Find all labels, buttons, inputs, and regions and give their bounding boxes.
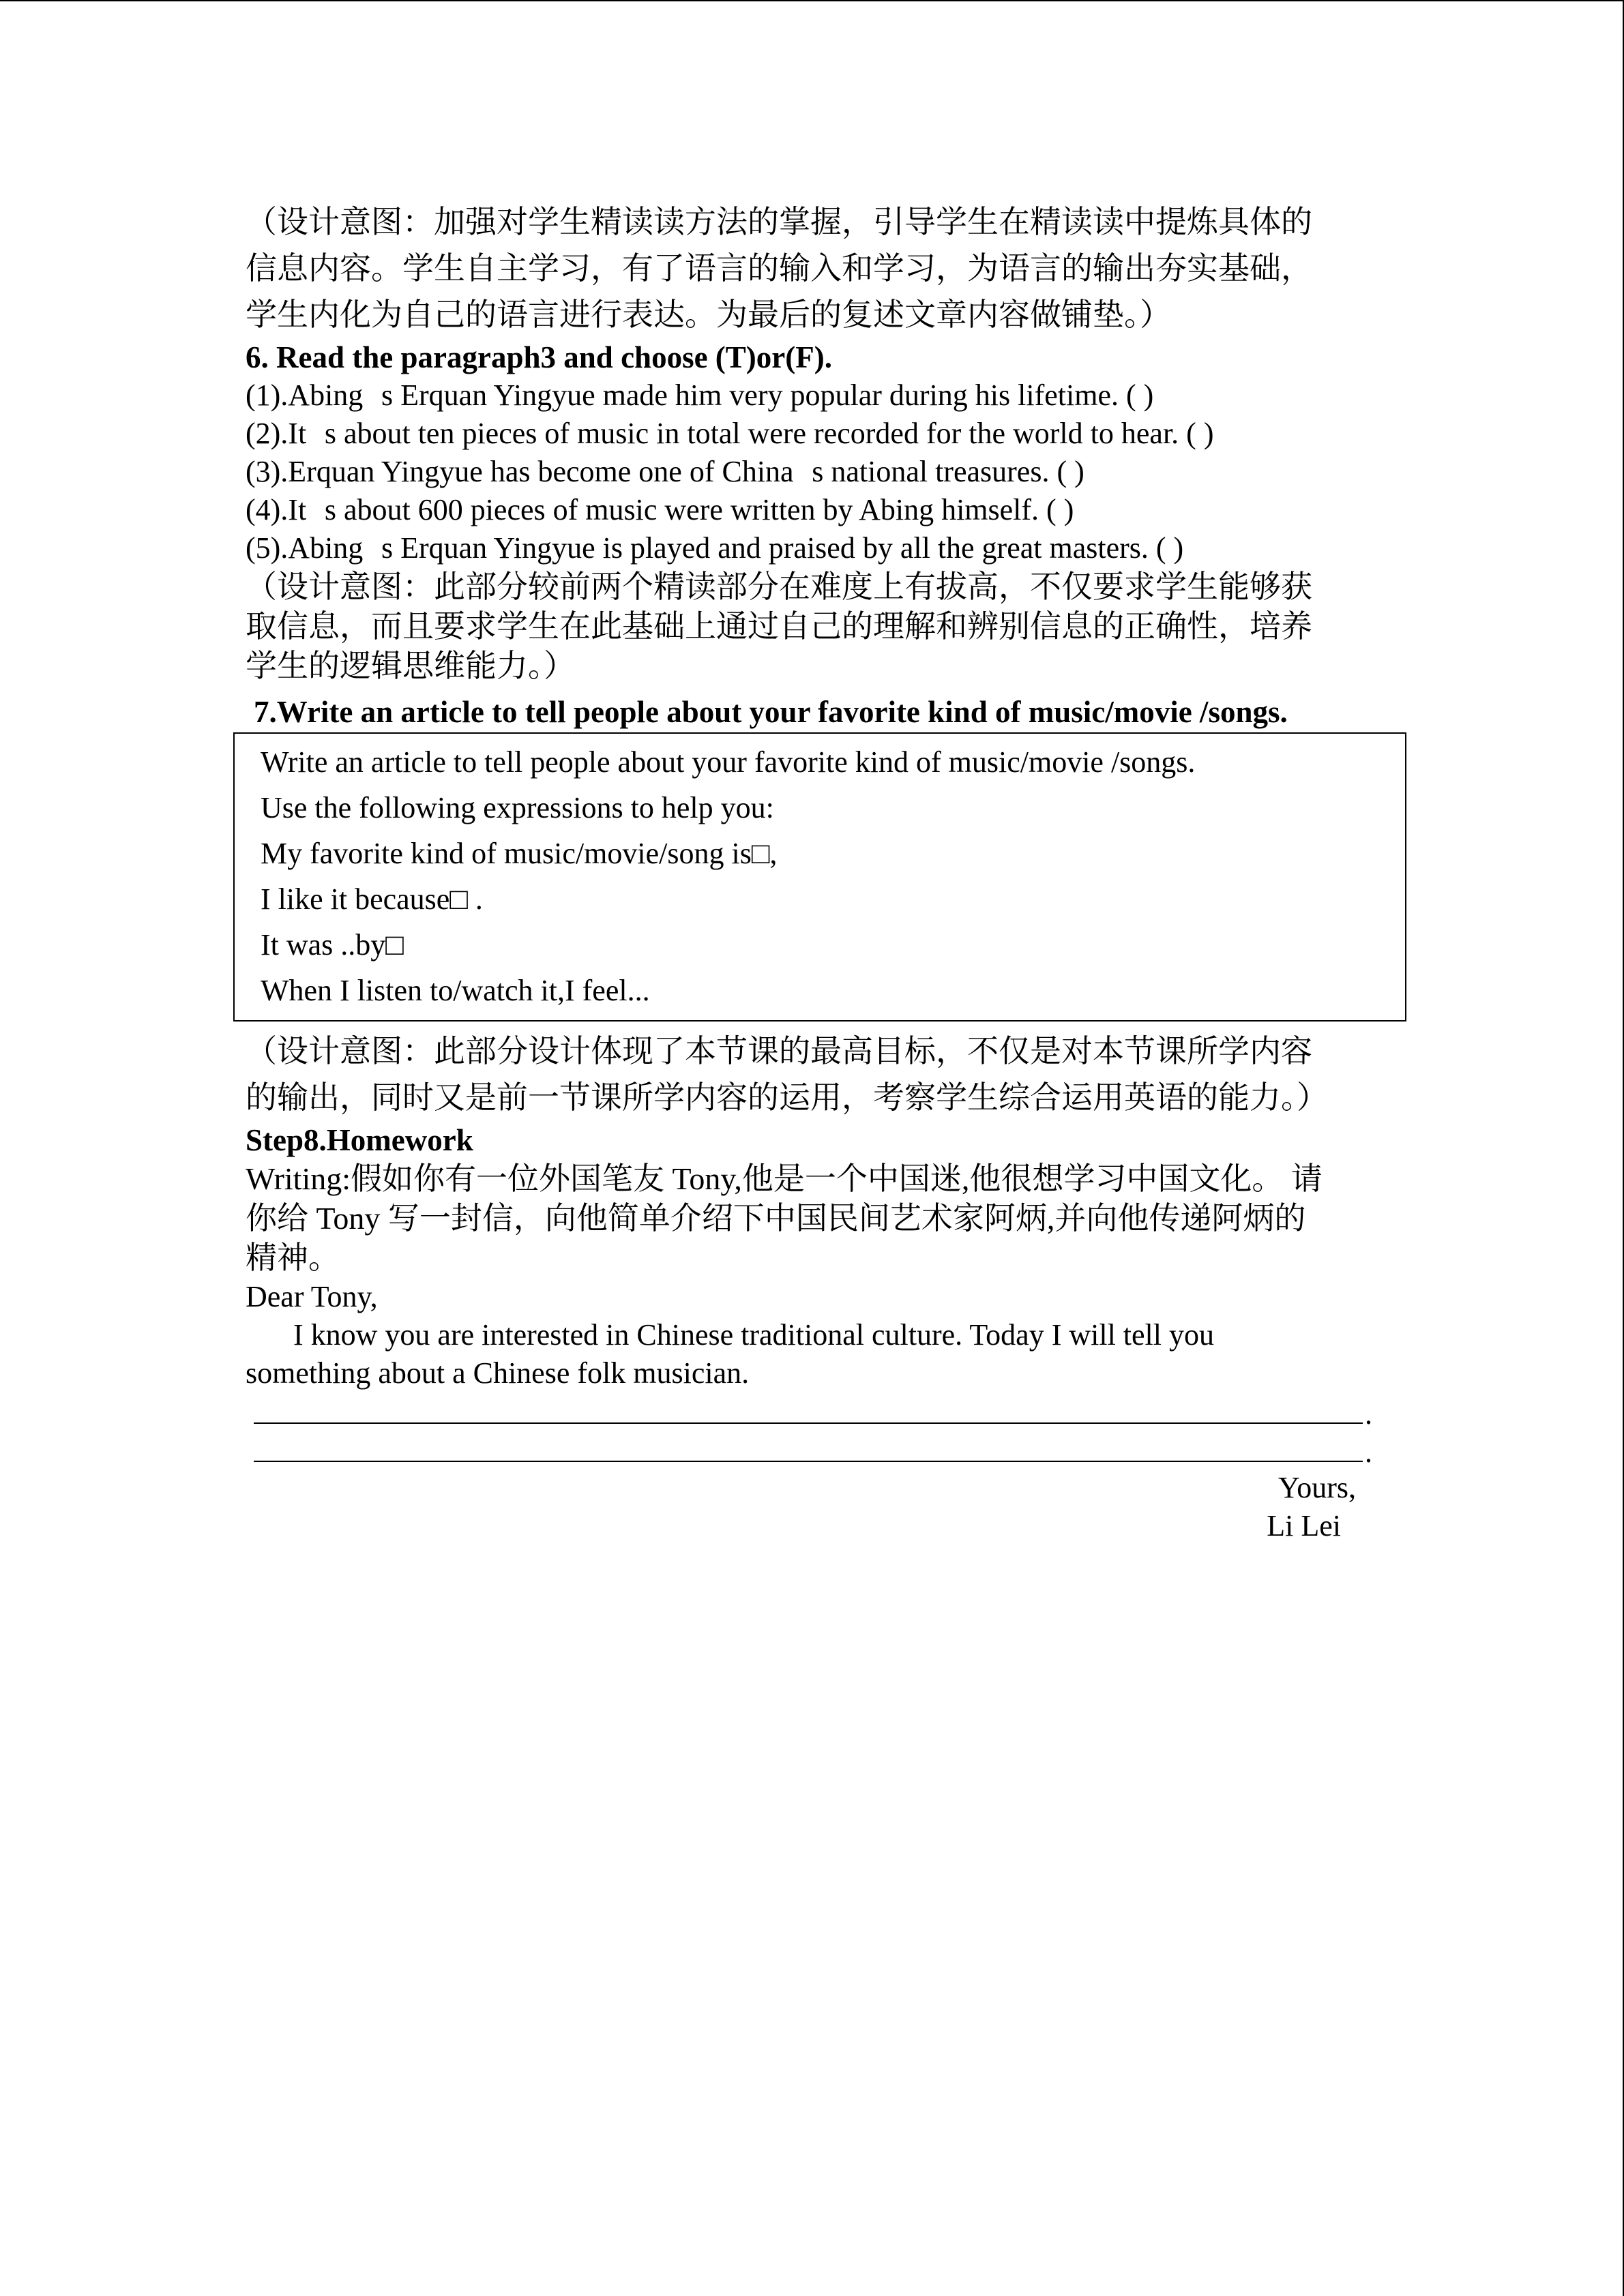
homework-task-line: 精神。 bbox=[246, 1240, 340, 1275]
prompt-line: It was ..by□ bbox=[261, 928, 404, 961]
line-end-period: . bbox=[1365, 1435, 1372, 1469]
design-intent-1 bbox=[246, 199, 1378, 338]
design-intent-line: 学生内化为自己的语言进行表达。为最后的复述文章内容做铺垫。） bbox=[246, 297, 1171, 332]
letter-greeting: Dear Tony, bbox=[246, 1280, 378, 1313]
true-false-list bbox=[246, 376, 1378, 567]
homework-task bbox=[246, 1159, 1378, 1278]
writing-prompt-box bbox=[233, 732, 1406, 1022]
design-intent-line: （设计意图：加强对学生精读读方法的掌握，引导学生在精读读中提炼具体的 bbox=[246, 205, 1312, 239]
homework-task-line: Writing:假如你有一位外国笔友 Tony,他是一个中国迷,他很想学习中国文化。 请 bbox=[246, 1161, 1323, 1196]
design-intent-line: 的输出，同时又是前一节课所学内容的运用，考察学生综合运用英语的能力。） bbox=[246, 1080, 1328, 1115]
letter-closing: Yours, bbox=[1278, 1471, 1356, 1504]
writing-blank-line[interactable] bbox=[254, 1392, 1372, 1431]
writing-blank-line[interactable] bbox=[254, 1431, 1372, 1469]
homework-task-line: 你给 Tony 写一封信，向他简单介绍下中国民间艺术家阿炳,并向他传递阿炳的 bbox=[246, 1201, 1306, 1236]
page-content bbox=[246, 199, 1378, 1545]
true-false-item: (2).Its about ten pieces of music in total were recorded for the world to hear. ( ) bbox=[246, 417, 1214, 450]
prompt-line: I like it because□ . bbox=[261, 882, 483, 916]
prompt-line: Write an article to tell people about your favorite kind of music/movie /songs. bbox=[261, 745, 1196, 779]
step-8-heading: Step8.Homework bbox=[246, 1123, 473, 1157]
design-intent-line: （设计意图：此部分较前两个精读部分在难度上有拔高，不仅要求学生能够获 bbox=[246, 569, 1312, 604]
prompt-line: My favorite kind of music/movie/song is□, bbox=[261, 837, 778, 870]
design-intent-line: 取信息，而且要求学生在此基础上通过自己的理解和辨别信息的正确性，培养 bbox=[246, 609, 1312, 644]
line-end-period: . bbox=[1365, 1397, 1372, 1431]
true-false-item: (1).Abings Erquan Yingyue made him very popular during his lifetime. ( ) bbox=[246, 378, 1154, 412]
letter-signature: Li Lei bbox=[1267, 1509, 1341, 1542]
true-false-item: (5).Abings Erquan Yingyue is played and praised by all the great masters. ( ) bbox=[246, 531, 1184, 565]
prompt-line: When I listen to/watch it,I feel... bbox=[261, 974, 650, 1007]
design-intent-3 bbox=[246, 1028, 1378, 1121]
design-intent-line: （设计意图：此部分设计体现了本节课的最高目标，不仅是对本节课所学内容 bbox=[246, 1034, 1312, 1069]
prompt-line: Use the following expressions to help you: bbox=[261, 791, 774, 824]
design-intent-line: 学生的逻辑思维能力。） bbox=[246, 648, 575, 683]
true-false-item: (4).Its about 600 pieces of music were written by Abing himself. ( ) bbox=[246, 493, 1074, 526]
design-intent-line: 信息内容。学生自主学习，有了语言的输入和学习，为语言的输出夯实基础， bbox=[246, 251, 1312, 286]
section-7-heading: 7.Write an article to tell people about your favorite kind of music/movie /songs. bbox=[254, 695, 1288, 729]
letter-body-line: something about a Chinese folk musician. bbox=[246, 1356, 750, 1390]
true-false-item: (3).Erquan Yingyue has become one of Chinas national treasures. ( ) bbox=[246, 455, 1084, 488]
section-6-heading: 6. Read the paragraph3 and choose (T)or(F). bbox=[246, 340, 832, 374]
letter-body-line: I know you are interested in Chinese traditional culture. Today I will tell you bbox=[293, 1318, 1214, 1352]
design-intent-2 bbox=[246, 567, 1378, 686]
